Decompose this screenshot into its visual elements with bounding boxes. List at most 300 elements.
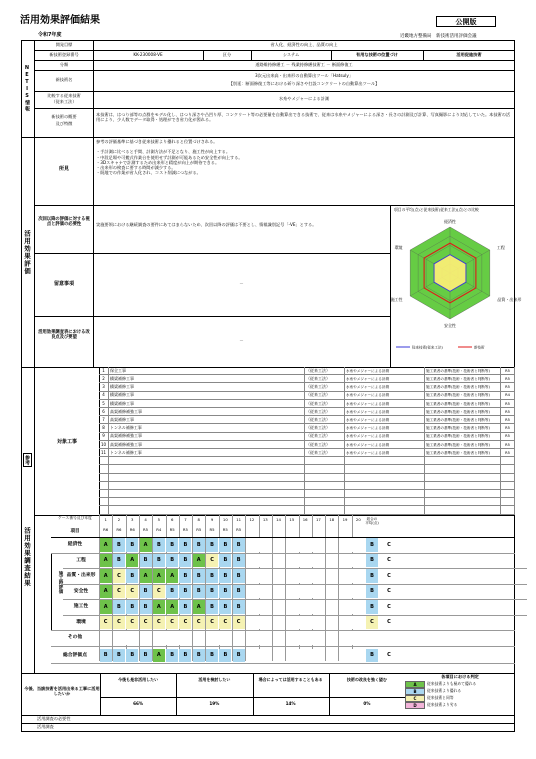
- grid-cell: B: [179, 585, 191, 599]
- next-eval-label: 次回以降の評価に対する視点と評価の必要性: [38, 217, 90, 228]
- case-number: 7: [184, 517, 187, 522]
- work-cell-name: [109, 482, 305, 490]
- summary-label-1: 新技術の概要: [51, 114, 77, 119]
- grid-cell: [299, 600, 311, 614]
- case-number: 18: [329, 517, 335, 522]
- footer-line-1: 活用調査の必要性: [37, 716, 71, 721]
- grid-cell: [312, 616, 324, 630]
- grid-row-label: 総合評価点: [63, 652, 87, 658]
- work-cell-no: [99, 465, 109, 473]
- grid-cell: B: [113, 649, 125, 663]
- work-cell-ref: R5: [501, 408, 515, 416]
- work-cell-ref: [501, 457, 515, 465]
- grid-cell: B: [233, 600, 245, 614]
- grid-cell: C: [206, 554, 218, 568]
- target-label: 対象工事: [56, 439, 77, 445]
- grid-cell: [339, 569, 351, 583]
- grid-cell: C: [233, 616, 245, 630]
- grid-cell: B: [219, 538, 231, 552]
- grid-cell: [286, 631, 298, 645]
- grid-cell: [312, 569, 324, 583]
- radar-axis-label: 工程: [496, 245, 505, 250]
- work-cell-kind: 施工業者の基準(技術・技術者と判断等): [425, 392, 501, 400]
- case-year: R5: [222, 527, 228, 532]
- work-cell-no: [99, 457, 109, 465]
- work-cell-kind: [425, 474, 501, 482]
- radar-title: 項目の平均(点)と従来技術(従来工法)(点)との比較: [394, 207, 479, 212]
- grid-cell: B: [179, 649, 191, 663]
- future-use-option: 活用を検討したい: [198, 677, 231, 682]
- grid-row-label: 施工性: [73, 604, 89, 609]
- tech-name-line1: 3次元出来高・出来形の自動算出ツール「Hatsuly」: [255, 73, 353, 78]
- case-number: 19: [342, 517, 348, 522]
- grid-row-label: その他: [67, 635, 83, 640]
- grid-cell: C: [126, 585, 138, 599]
- case-year: R5: [236, 527, 242, 532]
- work-cell-kind: 施工業者の基準(技術・技術者と判断等): [425, 383, 501, 391]
- grid-cell: B: [233, 569, 245, 583]
- radar-axis-label: 安全性: [444, 323, 456, 328]
- case-number: 13: [262, 517, 268, 522]
- grid-cell: A: [193, 600, 205, 614]
- grid-cell: [339, 631, 351, 645]
- grid-cell: [286, 649, 298, 663]
- grid-cell: [352, 649, 364, 663]
- grid-cell: B: [193, 569, 205, 583]
- grid-cell: [259, 600, 271, 614]
- grid-cell: [179, 631, 191, 645]
- grid-cell: [312, 554, 324, 568]
- case-number: 9: [210, 517, 214, 522]
- work-cell-ref: R5: [501, 449, 515, 457]
- grid-cell: [326, 569, 338, 583]
- grid-cell: B: [140, 649, 152, 663]
- case-number: 20: [355, 517, 361, 522]
- work-cell-kind: [425, 465, 501, 473]
- grid-avg-cell: C: [366, 616, 378, 630]
- grid-conv-cell: C: [383, 649, 395, 663]
- grid-cell: B: [100, 649, 112, 663]
- grid-cell: [219, 631, 231, 645]
- grid-cell: [299, 585, 311, 599]
- case-number: 2: [117, 517, 121, 522]
- work-cell-method: （従来工法）: [305, 375, 345, 383]
- work-cell-name: 保全工事: [109, 367, 305, 375]
- grid-conv-cell: C: [383, 616, 395, 630]
- grid-cell: B: [166, 585, 178, 599]
- grid-cell: B: [126, 649, 138, 663]
- grid-cell: B: [193, 585, 205, 599]
- work-cell-name: 高架補修工事: [109, 416, 305, 424]
- grid-cell: C: [140, 616, 152, 630]
- grid-cell: [352, 631, 364, 645]
- grid-cell: [273, 554, 285, 568]
- ryuui-value: －: [239, 281, 244, 286]
- grid-cell: B: [153, 554, 165, 568]
- case-number: 14: [276, 517, 281, 522]
- grid-avg-cell: B: [366, 569, 378, 583]
- org-name: 近畿地方整備局 新技術活用評価会議: [400, 34, 477, 39]
- work-cell-no: 3: [99, 383, 109, 391]
- grid-cell: A: [100, 600, 112, 614]
- radar-chart: [390, 213, 522, 367]
- grid-cell: [153, 631, 165, 645]
- work-cell-method: [305, 474, 345, 482]
- grid-cell: [246, 538, 258, 552]
- grid-cell: [259, 585, 271, 599]
- grid-cell: A: [140, 569, 152, 583]
- work-cell-comp: [345, 474, 425, 482]
- case-number: 4: [144, 517, 147, 522]
- grid-row-line: [51, 663, 515, 664]
- grid-cell: [299, 569, 311, 583]
- case-year: R4: [156, 527, 162, 532]
- grid-cell: [273, 616, 285, 630]
- grid-cell: B: [179, 554, 191, 568]
- grid-cell: [299, 616, 311, 630]
- grid-cell: [259, 538, 271, 552]
- grid-conv-cell: C: [383, 569, 395, 583]
- work-cell-name: 橋梁補修工事: [109, 400, 305, 408]
- grid-cell: B: [153, 538, 165, 552]
- grid-cell: C: [113, 585, 125, 599]
- option-divider: [176, 673, 177, 715]
- grid-cell: [273, 538, 285, 552]
- grid-cell: A: [166, 569, 178, 583]
- work-cell-method: （従来工法）: [305, 449, 345, 457]
- summary-value: 本技術は、はつり部等の点群をモデル化し、はつり深さや凸凹り厚、コンクリート等の必要量を自動算出できる技術で、従来は水糸やメジャーによる深さ・長さの計測及び計算、写真撮影により対応していた。本技術の活用により、少人数でデータ取得・処理ができ省力化が図れる。: [96, 112, 511, 123]
- sekou-vertical-label: 施工時評価: [58, 571, 63, 594]
- work-cell-comp: 水糸やメジャーによる計測: [345, 400, 425, 408]
- work-cell-method: [305, 457, 345, 465]
- grid-cell: [259, 616, 271, 630]
- grid-cell: A: [100, 569, 112, 583]
- legend-text: 従来技術より優れる: [427, 688, 462, 693]
- future-use-percent: 14%: [285, 701, 296, 706]
- work-cell-ref: [501, 506, 515, 514]
- compare-value: 水糸やメジャーによる計測: [278, 96, 330, 101]
- work-cell-kind: 施工業者の基準(技術・技術者と判断等): [425, 433, 501, 441]
- work-cell-no: 7: [99, 416, 109, 424]
- work-cell-comp: 水糸やメジャーによる計測: [345, 416, 425, 424]
- legend-key: A: [405, 681, 425, 688]
- work-cell-kind: 施工業者の基準(技術・技術者と判断等): [425, 449, 501, 457]
- radar-legend-label: 従来技術(従来工法): [412, 345, 443, 350]
- grid-cell: [206, 631, 218, 645]
- grid-cell: B: [233, 538, 245, 552]
- case-number: 15: [289, 517, 295, 522]
- grid-cell: [352, 554, 364, 568]
- work-cell-comp: [345, 457, 425, 465]
- grid-cell: [259, 554, 271, 568]
- grid-row-label: 経済性: [67, 542, 83, 547]
- grid-row-label: 品質・出来形: [66, 573, 96, 578]
- work-cell-no: 9: [99, 433, 109, 441]
- grid-cell: [326, 585, 338, 599]
- grid-cell: [286, 600, 298, 614]
- tech-name-label: 新技術名: [55, 77, 73, 82]
- work-cell-comp: 水糸やメジャーによる計測: [345, 392, 425, 400]
- future-use-option: 技術の改良を強く望む: [346, 677, 387, 682]
- case-number: 6: [170, 517, 174, 522]
- tech-name-line2: 【別延：断面修復工等における斫り深さや打設コンクリートの自動算出ツール】: [228, 81, 380, 86]
- grid-cell: [339, 649, 351, 663]
- grid-conv-cell: C: [383, 538, 395, 552]
- grid-cell: [273, 585, 285, 599]
- legend-title: 各項目における判定: [441, 674, 479, 679]
- grid-cell: B: [126, 569, 138, 583]
- eval-vertical-label: 活用効果評価: [21, 137, 35, 367]
- grid-cell: B: [206, 569, 218, 583]
- work-cell-method: （従来工法）: [305, 416, 345, 424]
- grid-cell: C: [219, 616, 231, 630]
- position-label: 有用な技術の位置づけ: [356, 52, 398, 57]
- grid-cell: [352, 600, 364, 614]
- work-cell-method: （従来工法）: [305, 392, 345, 400]
- future-use-options: [100, 673, 405, 715]
- work-cell-kind: 施工業者の基準(技術・技術者と判断等): [425, 375, 501, 383]
- work-cell-no: 5: [99, 400, 109, 408]
- grid-cell: [126, 631, 138, 645]
- grid-cell: [339, 600, 351, 614]
- work-cell-no: [99, 506, 109, 514]
- grid-cell: B: [113, 538, 125, 552]
- work-cell-method: （従来工法）: [305, 408, 345, 416]
- grid-cell: A: [153, 600, 165, 614]
- grid-cell: B: [206, 649, 218, 663]
- footer-line-2: 活用調査: [37, 724, 54, 729]
- grid-cell: [352, 569, 364, 583]
- grid-conv-cell: C: [383, 585, 395, 599]
- legend-key: C: [405, 695, 425, 702]
- work-cell-no: 1: [99, 367, 109, 375]
- grid-cell: [246, 554, 258, 568]
- grid-cell: [113, 631, 125, 645]
- future-use-percent: 66%: [133, 701, 144, 706]
- grid-cell: B: [233, 585, 245, 599]
- grid-cell: [246, 649, 258, 663]
- option-divider: [253, 673, 254, 715]
- survey-vertical-label: 参考 活用効果調査結果: [21, 367, 35, 673]
- grid-cell: [339, 616, 351, 630]
- grid-cell: [286, 538, 298, 552]
- case-year: R5: [169, 527, 175, 532]
- work-cell-method: （従来工法）: [305, 367, 345, 375]
- kubun-value: システム: [282, 52, 300, 57]
- grid-cell: C: [166, 616, 178, 630]
- work-cell-no: 11: [99, 449, 109, 457]
- work-cell-no: [99, 474, 109, 482]
- work-cell-no: 4: [99, 392, 109, 400]
- case-number: 5: [157, 517, 161, 522]
- grid-cell: [246, 569, 258, 583]
- work-cell-no: [99, 482, 109, 490]
- grid-cell: [352, 538, 364, 552]
- legend-key: B: [405, 688, 425, 695]
- case-year: R5: [196, 527, 202, 532]
- grid-cell: B: [219, 554, 231, 568]
- grid-cell: C: [206, 616, 218, 630]
- work-cell-ref: R5: [501, 424, 515, 432]
- grid-cell: A: [153, 569, 165, 583]
- grid-cell: B: [179, 569, 191, 583]
- grid-cell: C: [126, 616, 138, 630]
- grid-cell: B: [219, 649, 231, 663]
- work-cell-kind: 施工業者の基準(技術・技術者と判断等): [425, 441, 501, 449]
- grid-cell: [312, 649, 324, 663]
- kaizen-value: －: [239, 338, 244, 343]
- work-cell-ref: R4: [501, 392, 515, 400]
- kaizen-label: 活用効果調査表における改良点及び要望: [38, 330, 90, 341]
- grid-cell: A: [126, 554, 138, 568]
- work-cell-ref: [501, 482, 515, 490]
- grid-avg-cell: B: [366, 600, 378, 614]
- grid-cell: [259, 649, 271, 663]
- work-cell-no: 6: [99, 408, 109, 416]
- grid-cell: B: [179, 538, 191, 552]
- work-cell-name: 高架補修補強工事: [109, 433, 305, 441]
- work-cell-kind: 施工業者の基準(技術・技術者と判断等): [425, 400, 501, 408]
- grid-cell: B: [113, 600, 125, 614]
- case-year: R6: [129, 527, 135, 532]
- grid-cell: [246, 616, 258, 630]
- grid-cell: B: [233, 649, 245, 663]
- grid-cell: B: [206, 600, 218, 614]
- work-cell-comp: 水糸やメジャーによる計測: [345, 383, 425, 391]
- option-divider: [100, 673, 101, 715]
- radar-axis-label: 環境: [394, 245, 403, 250]
- work-cell-comp: 水糸やメジャーによる計測: [345, 433, 425, 441]
- grid-cell: B: [219, 569, 231, 583]
- ref-badge: 参考: [24, 455, 30, 465]
- grid-cell: [193, 631, 205, 645]
- grid-cell: A: [100, 554, 112, 568]
- work-cell-ref: R5: [501, 383, 515, 391]
- work-cell-kind: [425, 506, 501, 514]
- dev-goal-value: 省人化、経済性の向上、品質の向上: [270, 42, 338, 47]
- legend-key: D: [405, 702, 425, 709]
- grid-cell: [286, 616, 298, 630]
- grid-cell: C: [100, 616, 112, 630]
- next-eval-text: 実施要領における継続調査の要件にあてはまらないため、次回以降の評価は不要とし、情報識別記号「-VE」とする。: [96, 222, 317, 227]
- grid-avg-cell: B: [366, 554, 378, 568]
- grid-cell: [259, 569, 271, 583]
- grid-cell: B: [179, 600, 191, 614]
- compare-label-2: （従来工法）: [51, 99, 77, 104]
- page-title: 活用効果評価結果: [20, 15, 100, 26]
- radar-axis-label: 経済性: [444, 219, 456, 224]
- grid-cell: [326, 631, 338, 645]
- legend-text: 従来技術よりも極めて優れる: [427, 681, 477, 686]
- work-cell-name: 橋梁補修工事: [109, 392, 305, 400]
- work-cell-ref: R5: [501, 375, 515, 383]
- grid-cell: B: [193, 538, 205, 552]
- work-cell-name: 橋梁補修工事: [109, 383, 305, 391]
- shoken-text: 参考の評価基準に基づき従来技術より優れると位置づけされる。 ・手計測に比べると手間、計測方法が不足となり、施工性が向上する。 ・中段足場や可搬式作業台を使用せず計測が可能あるため安全性が向上する。 ・3Dスキャナで計測するため出来形と精度が向上が期待できる。 ・出来形の検査に要する時間が減少する。 ・既地での作業が省人化され、コスト削減につながる。: [96, 139, 243, 176]
- grid-cell: [352, 616, 364, 630]
- grid-conv-cell: C: [383, 600, 395, 614]
- grid-cell: [326, 649, 338, 663]
- work-cell-name: [109, 498, 305, 506]
- work-cell-ref: [501, 498, 515, 506]
- grid-cell: [339, 554, 351, 568]
- work-cell-kind: 施工業者の基準(技術・技術者と判断等): [425, 416, 501, 424]
- grid-cell: B: [166, 554, 178, 568]
- grid-cell: [312, 538, 324, 552]
- case-year: R5: [143, 527, 149, 532]
- grid-cell: C: [113, 616, 125, 630]
- work-cell-name: [109, 465, 305, 473]
- case-label: ケース番号及び年度: [58, 515, 92, 520]
- grid-cell: B: [166, 649, 178, 663]
- grid-cell: [100, 631, 112, 645]
- grid-cell: [246, 600, 258, 614]
- summary-label-2: 及び特徴: [55, 121, 73, 126]
- work-cell-method: （従来工法）: [305, 383, 345, 391]
- future-use-option: 場合によっては活用することもある: [258, 677, 323, 682]
- grid-cell: [233, 631, 245, 645]
- case-year: R6: [116, 527, 122, 532]
- work-cell-kind: [425, 457, 501, 465]
- grid-cell: A: [153, 649, 165, 663]
- work-cell-ref: R5: [501, 441, 515, 449]
- grid-cell: B: [126, 600, 138, 614]
- work-cell-name: トンネル補修工事: [109, 424, 305, 432]
- grid-cell: B: [140, 585, 152, 599]
- grid-cell: [259, 631, 271, 645]
- grid-cell: B: [193, 649, 205, 663]
- option-divider: [329, 673, 330, 715]
- grid-cell: [326, 600, 338, 614]
- grid-cell: [312, 585, 324, 599]
- work-cell-comp: [345, 465, 425, 473]
- ryuui-label: 留意事項: [53, 281, 74, 287]
- work-cell-name: [109, 506, 305, 514]
- work-cell-ref: [501, 490, 515, 498]
- future-use-question: 今後、当該技術を活用出来る工事に活用したいか: [24, 686, 100, 697]
- grid-conv-cell: [383, 631, 395, 645]
- case-number: 1: [104, 517, 107, 522]
- work-cell-comp: [345, 506, 425, 514]
- grid-cell: B: [140, 600, 152, 614]
- work-cell-method: （従来工法）: [305, 441, 345, 449]
- work-cell-comp: [345, 490, 425, 498]
- grid-cell: [299, 649, 311, 663]
- work-cell-kind: 施工業者の基準(技術・技術者と判断等): [425, 367, 501, 375]
- work-cell-no: [99, 498, 109, 506]
- grid-row-line: [51, 646, 515, 647]
- work-cell-comp: [345, 482, 425, 490]
- future-use-percent: 19%: [209, 701, 220, 706]
- work-cell-comp: [345, 498, 425, 506]
- work-cell-name: 橋梁補修工事: [109, 375, 305, 383]
- work-cell-ref: R5: [501, 400, 515, 408]
- work-cell-ref: [501, 465, 515, 473]
- grid-cell: [273, 631, 285, 645]
- radar-axis-label: 施工性: [390, 297, 403, 302]
- work-cell-comp: 水糸やメジャーによる計測: [345, 367, 425, 375]
- evaluation-grid: [35, 515, 515, 673]
- legend-text: 従来技術と同等: [427, 695, 454, 700]
- case-number: 16: [302, 517, 308, 522]
- grid-avg-cell: B: [366, 585, 378, 599]
- grid-cell: [326, 616, 338, 630]
- item-label: 項目: [70, 529, 80, 534]
- radar-axis-label: 品質・出来形: [497, 297, 522, 302]
- grid-cell: B: [113, 554, 125, 568]
- future-use-option: 今後も是非活用したい: [118, 677, 159, 682]
- reg-no-label: 新技術登録番号: [49, 52, 79, 57]
